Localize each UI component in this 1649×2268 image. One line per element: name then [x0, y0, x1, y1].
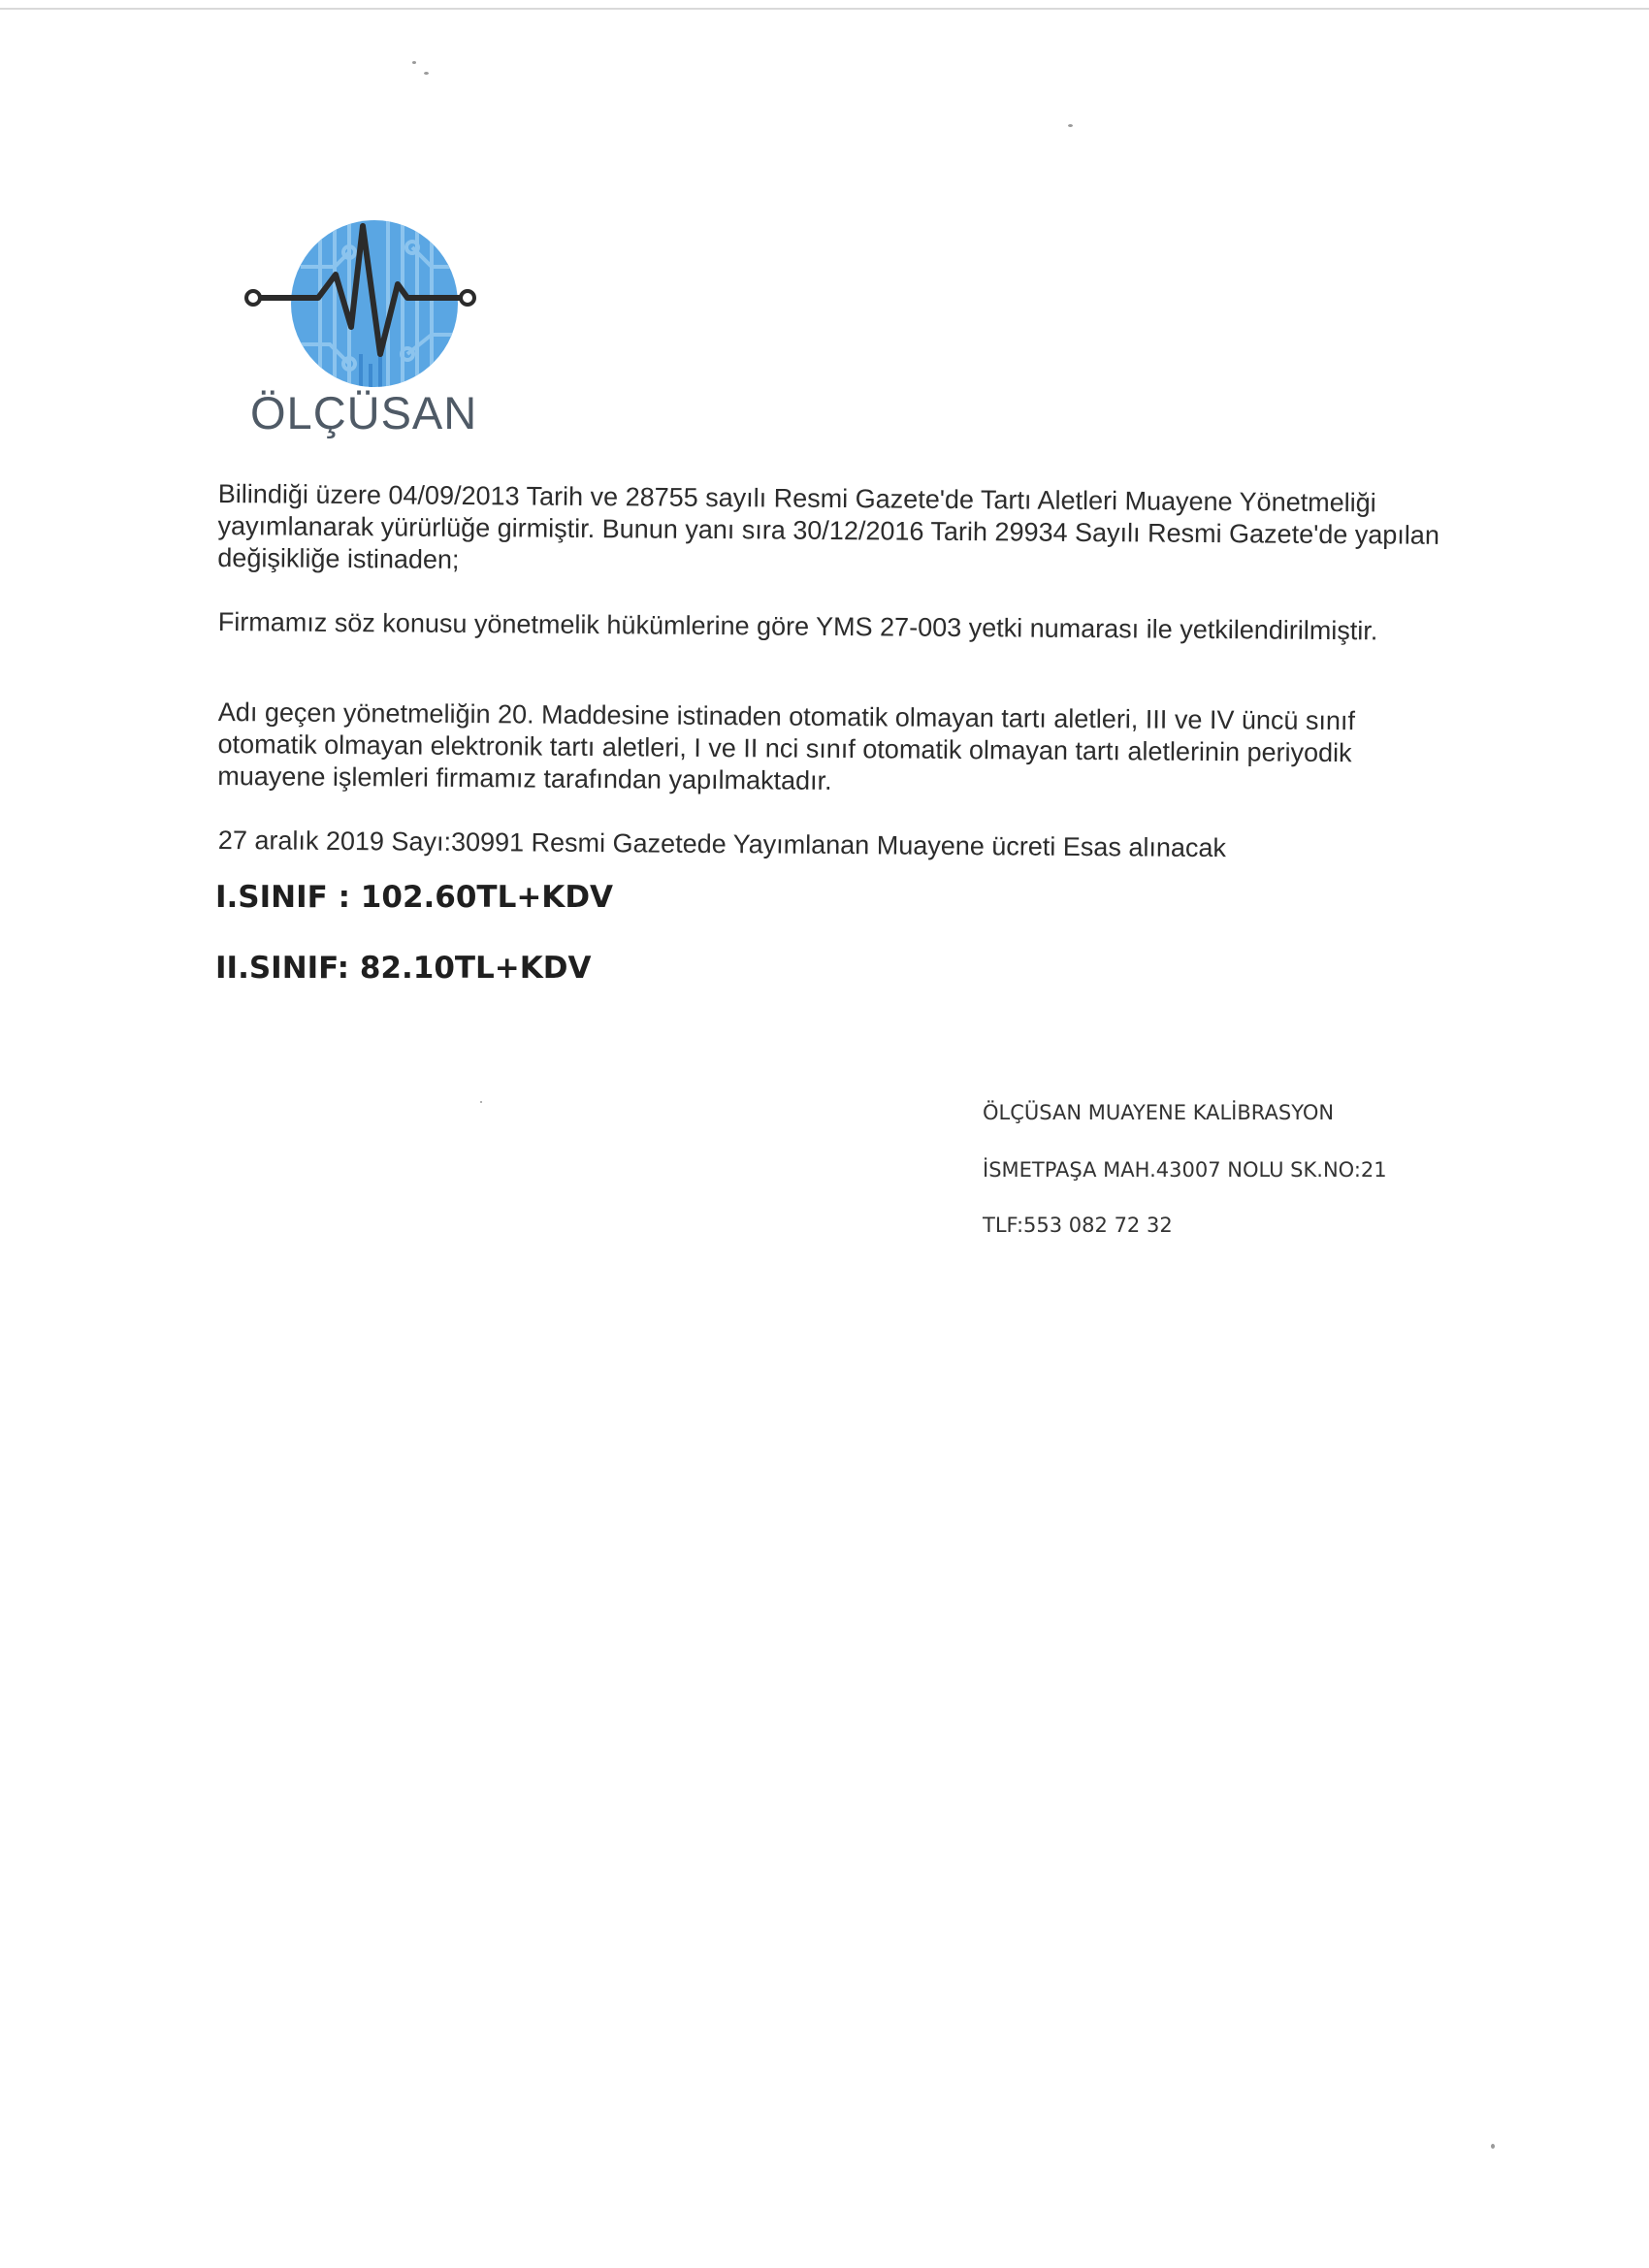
signature-phone: TLF:553 082 72 32: [983, 1214, 1173, 1237]
paragraph-scope: Adı geçen yönetmeliğin 20. Maddesine istinaden otomatik olmayan tartı aletleri, III ve IV üncü sınıf otomatik olmayan elektronik tartı aletleri, I ve II nci sınıf otomatik olmayan tartı aletlerinin periyodik muayene işlemleri firmamız tarafından yapılmaktadır.: [217, 697, 1356, 795]
scan-speck: [480, 1101, 482, 1103]
price-class-1: I.SINIF : 102.60TL+KDV: [215, 880, 614, 915]
scan-speck: [1068, 124, 1073, 127]
logo-wordmark: ÖLÇÜSAN: [250, 387, 478, 438]
scan-top-edge: [0, 8, 1649, 10]
scan-speck: [1491, 2144, 1495, 2149]
scan-speck: [412, 61, 416, 64]
signature-company: ÖLÇÜSAN MUAYENE KALİBRASYON: [983, 1101, 1335, 1124]
signature-address: İSMETPAŞA MAH.43007 NOLU SK.NO:21: [983, 1158, 1387, 1182]
scan-speck: [424, 72, 429, 75]
paragraph-intro: Bilindiği üzere 04/09/2013 Tarih ve 28755 sayılı Resmi Gazete'de Tartı Aletleri Muayene Yönetmeliği yayımlanarak yürürlüğe girmiştir. Bunun yanı sıra 30/12/2016 Tarih 29934 Sayılı Resmi Gazete'de yapılan değişikliğe istinaden;: [217, 478, 1440, 574]
paragraph-authorization: Firmamız söz konusu yönetmelik hükümlerine göre YMS 27-003 yetki numarası ile yetkilendirilmiştir.: [217, 606, 1378, 646]
paragraph-fee-basis: 27 aralık 2019 Sayı:30991 Resmi Gazetede Yayımlanan Muayene ücreti Esas alınacak: [217, 825, 1227, 863]
price-class-2: II.SINIF: 82.10TL+KDV: [215, 951, 592, 986]
